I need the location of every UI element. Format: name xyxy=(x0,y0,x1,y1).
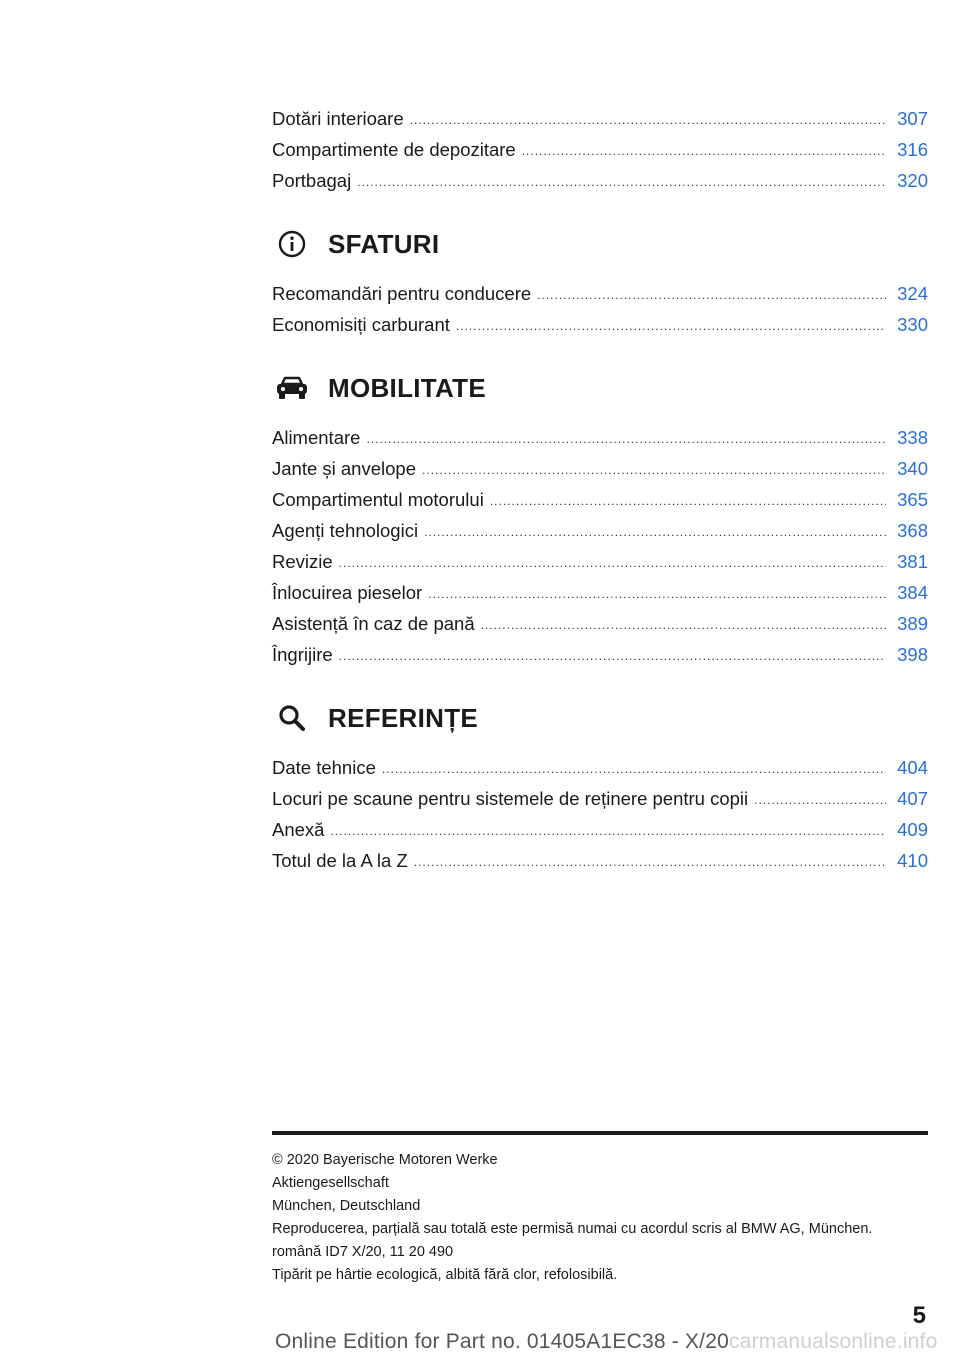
toc-entry[interactable] xyxy=(272,752,928,783)
table-of-contents xyxy=(272,103,928,876)
toc-leader-dots xyxy=(522,136,886,167)
toc-entry-title: Portbagaj xyxy=(272,170,352,191)
toc-entry[interactable] xyxy=(272,278,928,309)
section-header-sfaturi xyxy=(272,214,928,274)
imprint-footer xyxy=(272,1149,932,1287)
toc-entry-title: Date tehnice xyxy=(272,757,376,778)
toc-page-link[interactable]: 340 xyxy=(897,458,928,479)
toc-page-link[interactable]: 410 xyxy=(897,850,928,871)
toc-entry-title: Jante și anvelope xyxy=(272,458,416,479)
car-icon xyxy=(274,370,310,406)
toc-page-link[interactable]: 389 xyxy=(897,613,928,634)
toc-entry-title: Dotări interioare xyxy=(272,108,404,129)
toc-entry[interactable] xyxy=(272,103,928,134)
toc-leader-dots xyxy=(382,754,886,785)
company-line: Aktiengesellschaft xyxy=(272,1175,389,1191)
toc-entry-title: Totul de la A la Z xyxy=(272,850,408,871)
toc-entry-title: Revizie xyxy=(272,551,333,572)
toc-page-link[interactable]: 409 xyxy=(897,819,928,840)
edition-id: română ID7 X/20, 11 20 490 xyxy=(272,1244,454,1260)
toc-page-link[interactable]: 398 xyxy=(897,644,928,665)
paper-notice: Tipărit pe hârtie ecologică, albită fără clor, refolosibilă. xyxy=(272,1267,618,1283)
section-heading: SFATURI xyxy=(328,228,440,259)
toc-leader-dots xyxy=(410,105,886,136)
toc-entry[interactable] xyxy=(272,577,928,608)
toc-entry-title: Alimentare xyxy=(272,427,361,448)
toc-leader-dots xyxy=(481,610,886,641)
toc-page-link[interactable]: 330 xyxy=(897,314,928,335)
toc-entry[interactable] xyxy=(272,546,928,577)
toc-entry-title: Compartimentul motorului xyxy=(272,489,484,510)
toc-leader-dots xyxy=(366,424,886,455)
section-heading: REFERINȚE xyxy=(328,702,479,733)
copyright-line: © 2020 Bayerische Motoren Werke xyxy=(272,1152,498,1168)
info-icon xyxy=(274,226,310,262)
toc-page-link[interactable]: 307 xyxy=(897,108,928,129)
toc-entry-title: Anexă xyxy=(272,819,325,840)
toc-leader-dots xyxy=(456,311,886,342)
toc-entry-title: Îngrijire xyxy=(272,644,333,665)
toc-entry[interactable] xyxy=(272,309,928,340)
section-heading: MOBILITATE xyxy=(328,372,487,403)
toc-leader-dots xyxy=(422,455,886,486)
toc-entry[interactable] xyxy=(272,484,928,515)
section-header-referinte xyxy=(272,688,928,748)
watermark-site: carmanualsonline.info xyxy=(728,1330,938,1353)
toc-entry[interactable] xyxy=(272,422,928,453)
location-line: München, Deutschland xyxy=(272,1198,421,1214)
reproduction-notice: Reproducerea, parțială sau totală este permisă numai cu acordul scris al BMW AG, München. xyxy=(272,1221,873,1237)
toc-leader-dots xyxy=(357,167,886,198)
footer-divider xyxy=(272,1131,928,1135)
toc-entry[interactable] xyxy=(272,814,928,845)
watermark xyxy=(275,1330,937,1354)
page-number: 5 xyxy=(912,1302,926,1329)
toc-page-link[interactable]: 316 xyxy=(897,139,928,160)
toc-entry-title: Compartimente de depozitare xyxy=(272,139,516,160)
toc-page-link[interactable]: 404 xyxy=(897,757,928,778)
toc-entry[interactable] xyxy=(272,165,928,196)
toc-page-link[interactable]: 338 xyxy=(897,427,928,448)
toc-entry[interactable] xyxy=(272,453,928,484)
toc-entry[interactable] xyxy=(272,845,928,876)
toc-page-link[interactable]: 320 xyxy=(897,170,928,191)
toc-entry[interactable] xyxy=(272,639,928,670)
section-header-mobilitate xyxy=(272,358,928,418)
toc-page-link[interactable]: 381 xyxy=(897,551,928,572)
toc-leader-dots xyxy=(537,280,886,311)
toc-page-link[interactable]: 365 xyxy=(897,489,928,510)
toc-entry-title: Locuri pe scaune pentru sistemele de reținere pentru copii xyxy=(272,788,749,809)
toc-page-link[interactable]: 407 xyxy=(897,788,928,809)
toc-entry[interactable] xyxy=(272,608,928,639)
toc-entry-title: Asistență în caz de pană xyxy=(272,613,475,634)
watermark-edition: Online Edition for Part no. 01405A1EC38 - X/20 xyxy=(275,1330,729,1353)
toc-page-link[interactable]: 324 xyxy=(897,283,928,304)
toc-entry[interactable] xyxy=(272,783,928,814)
toc-entry[interactable] xyxy=(272,515,928,546)
toc-entry-title: Înlocuirea pieselor xyxy=(272,582,423,603)
toc-page-link[interactable]: 368 xyxy=(897,520,928,541)
toc-leader-dots xyxy=(339,548,886,579)
toc-entry-title: Recomandări pentru conducere xyxy=(272,283,532,304)
toc-leader-dots xyxy=(414,847,886,878)
toc-entry-title: Agenți tehnologici xyxy=(272,520,419,541)
toc-entry[interactable] xyxy=(272,134,928,165)
toc-entry-title: Economisiți carburant xyxy=(272,314,450,335)
toc-leader-dots xyxy=(424,517,886,548)
toc-leader-dots xyxy=(428,579,886,610)
toc-page-link[interactable]: 384 xyxy=(897,582,928,603)
search-icon xyxy=(274,700,310,736)
toc-leader-dots xyxy=(330,816,886,847)
toc-leader-dots xyxy=(490,486,886,517)
toc-leader-dots xyxy=(754,785,886,816)
toc-leader-dots xyxy=(339,641,886,672)
